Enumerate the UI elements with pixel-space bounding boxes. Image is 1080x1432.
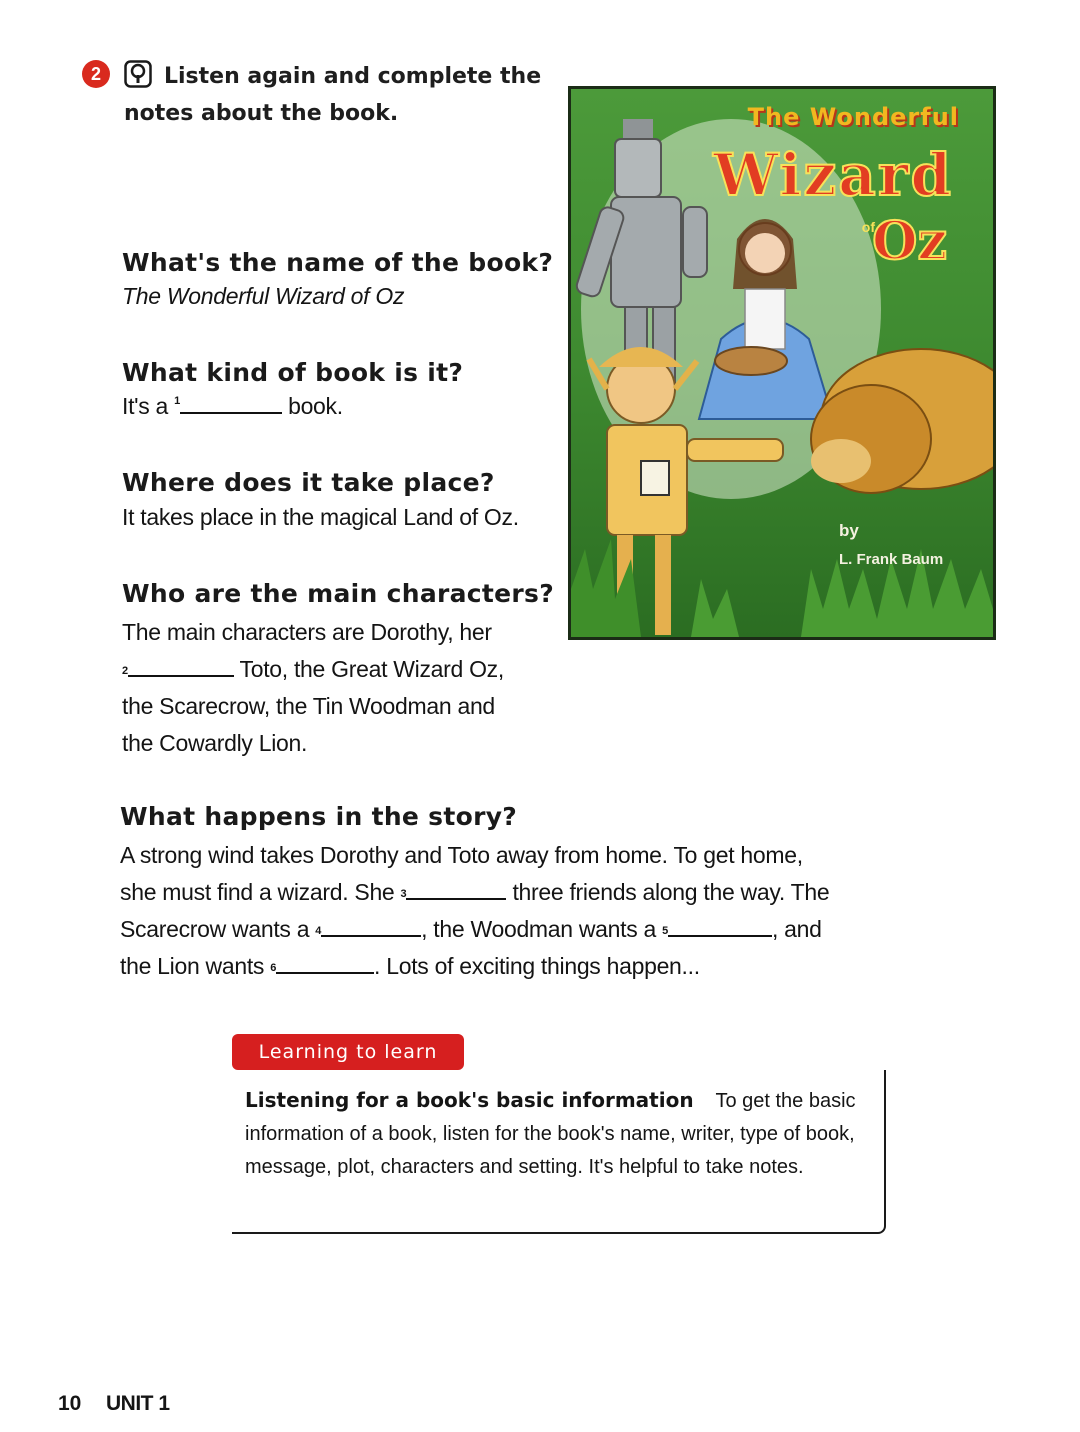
blank-6-input[interactable] xyxy=(276,954,374,974)
answer-text: three friends along the way. The xyxy=(512,879,830,905)
answer-text: , and xyxy=(771,916,822,942)
answer-text: she must find a wizard. She xyxy=(120,879,395,905)
learning-to-learn-tag: Learning to learn xyxy=(232,1034,464,1070)
cover-title-small: The Wonderful xyxy=(747,103,959,131)
exercise-instruction xyxy=(124,58,564,132)
question-place: Where does it take place? xyxy=(122,468,495,497)
page-number: 10 xyxy=(58,1392,82,1415)
question-book-kind: What kind of book is it? xyxy=(122,358,464,387)
answer-line xyxy=(120,948,900,985)
question-characters: Who are the main characters? xyxy=(122,579,555,608)
learning-body: To get the basic information of a book, listen for the book's name, writer, type of book, message, plot, characters and setting. It's helpful to take notes. xyxy=(245,1090,856,1178)
cover-by: by xyxy=(839,521,859,540)
question-story: What happens in the story? xyxy=(120,802,518,831)
answer-text: the Lion wants xyxy=(120,953,265,979)
blank-number: 3 xyxy=(400,888,407,900)
answer-text: It's a xyxy=(122,393,169,419)
cover-title-big: Wizard xyxy=(713,141,953,209)
answer-line: The main characters are Dorothy, her xyxy=(122,619,492,645)
answer-line: the Scarecrow, the Tin Woodman and xyxy=(122,693,495,719)
cover-author: L. Frank Baum xyxy=(839,551,944,568)
blank-3-input[interactable] xyxy=(406,880,506,900)
answer-text: book. xyxy=(288,393,343,419)
blank-number: 2 xyxy=(122,665,128,677)
answer-text: , the Woodman wants a xyxy=(421,916,657,942)
blank-4-input[interactable] xyxy=(321,917,421,937)
cover-title-oz: Oz xyxy=(872,211,947,272)
answer-line: A strong wind takes Dorothy and Toto away from home. To get home, xyxy=(120,842,803,868)
blank-2-input[interactable] xyxy=(128,657,234,677)
blank-number: 6 xyxy=(270,962,277,974)
blank-number: 4 xyxy=(315,925,322,937)
answer-text: . Lots of exciting things happen... xyxy=(374,953,700,979)
answer-characters xyxy=(122,614,562,762)
answer-place: It takes place in the magical Land of Oz. xyxy=(122,504,519,530)
answer-line: the Cowardly Lion. xyxy=(122,730,308,756)
answer-text: Scarecrow wants a xyxy=(120,916,310,942)
book-cover-image xyxy=(568,86,996,640)
answer-book-name: The Wonderful Wizard of Oz xyxy=(122,283,405,309)
answer-line xyxy=(120,874,900,911)
answer-story xyxy=(120,837,900,985)
instruction-line-2: notes about the book. xyxy=(124,101,399,126)
exercise-number-badge xyxy=(82,60,110,88)
cover-title-of: of xyxy=(861,219,875,235)
blank-number: 1 xyxy=(174,395,180,407)
learning-heading: Listening for a book's basic information xyxy=(245,1088,694,1112)
blank-number: 5 xyxy=(662,925,668,937)
blank-5-input[interactable] xyxy=(668,917,772,937)
unit-label: UNIT 1 xyxy=(106,1392,170,1415)
answer-book-kind xyxy=(122,393,343,420)
learning-to-learn-text xyxy=(245,1084,875,1184)
answer-text: Toto, the Great Wizard Oz, xyxy=(239,656,504,682)
exercise-number: 2 xyxy=(90,63,101,84)
answer-line xyxy=(120,911,900,948)
blank-1-input[interactable] xyxy=(180,394,282,414)
answer-line xyxy=(122,651,562,688)
question-book-name: What's the name of the book? xyxy=(122,248,554,277)
instruction-line-1: Listen again and complete the xyxy=(164,64,542,89)
